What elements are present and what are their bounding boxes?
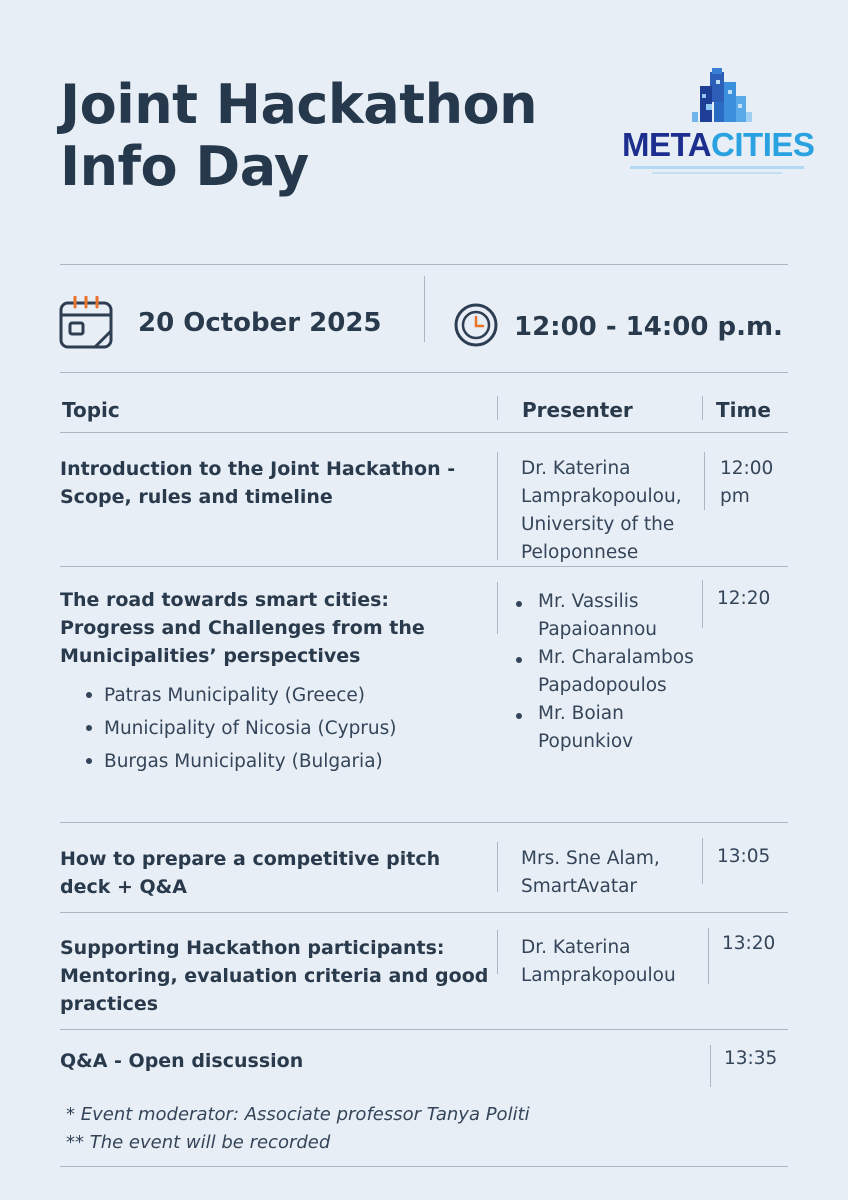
row-5-separator <box>710 1045 711 1087</box>
event-date: 20 October 2025 <box>138 308 382 338</box>
note-moderator: * Event moderator: Associate professor Tanya Politi <box>66 1104 530 1125</box>
column-header-presenter: Presenter <box>522 398 633 422</box>
row-2-time: 12:20 <box>717 588 771 609</box>
row-1-presenter: Dr. Katerina Lamprakopoulou, University of the Peloponnese <box>521 458 682 563</box>
column-header-time: Time <box>716 398 771 422</box>
row-2-separator-2 <box>702 580 703 628</box>
title-line-1: Joint Hackathon <box>60 73 538 136</box>
row-4-presenter: Dr. Katerina Lamprakopoulou <box>521 937 676 986</box>
clock-icon <box>454 303 498 347</box>
list-item: Municipality of Nicosia (Cyprus) <box>84 712 397 745</box>
row-4-topic: Supporting Hackathon participants: Mentoring, evaluation criteria and good practices <box>60 937 489 1015</box>
row-2-topic: The road towards smart cities: Progress and Challenges from the Municipalities’ perspectives <box>60 589 425 667</box>
divider-row-4 <box>60 1029 788 1030</box>
date-time-separator <box>424 276 425 342</box>
divider-top <box>60 264 788 265</box>
row-3-separator-1 <box>497 842 498 892</box>
row-3-presenter: Mrs. Sne Alam, SmartAvatar <box>521 848 660 897</box>
divider-row-2 <box>60 822 788 823</box>
row-2-municipality-list <box>84 679 397 778</box>
column-header-topic: Topic <box>62 398 120 422</box>
row-3-separator-2 <box>702 838 703 884</box>
row-3-topic: How to prepare a competitive pitch deck + Q&A <box>60 848 441 898</box>
title-line-2: Info Day <box>60 135 309 198</box>
divider-row-3 <box>60 912 788 913</box>
metacities-logo <box>622 68 815 178</box>
logo-text-cities: CITIES <box>711 126 815 163</box>
divider-header-top <box>60 372 788 373</box>
row-5-topic: Q&A - Open discussion <box>60 1050 304 1072</box>
list-item: Burgas Municipality (Bulgaria) <box>84 745 397 778</box>
row-4-time: 13:20 <box>722 933 776 954</box>
list-item: Patras Municipality (Greece) <box>84 679 397 712</box>
calendar-icon <box>58 296 116 350</box>
row-5-time: 13:35 <box>724 1048 778 1069</box>
row-1-separator-1 <box>497 452 498 560</box>
list-item: Mr. Boian Popunkiov <box>510 700 700 756</box>
row-1-topic: Introduction to the Joint Hackathon - Scope, rules and timeline <box>60 458 456 508</box>
header-separator-1 <box>497 396 498 420</box>
divider-row-1 <box>60 566 788 567</box>
divider-header-bottom <box>60 432 788 433</box>
list-item: Mr. Charalambos Papadopoulos <box>510 644 700 700</box>
row-4-separator-2 <box>708 928 709 984</box>
row-2-presenter-list <box>510 588 700 756</box>
list-item: Mr. Vassilis Papaioannou <box>510 588 700 644</box>
note-recording: ** The event will be recorded <box>66 1132 331 1153</box>
page-title <box>60 74 537 198</box>
row-3-time: 13:05 <box>717 846 771 867</box>
row-2-separator-1 <box>497 582 498 634</box>
logo-text-meta: META <box>622 126 712 163</box>
row-4-separator-1 <box>497 930 498 974</box>
row-1-time: 12:00 pm <box>720 458 774 507</box>
header-separator-2 <box>702 396 703 420</box>
event-time: 12:00 - 14:00 p.m. <box>514 312 783 342</box>
divider-bottom <box>60 1166 788 1167</box>
row-1-separator-2 <box>704 452 705 510</box>
logo-wordmark <box>622 126 815 164</box>
